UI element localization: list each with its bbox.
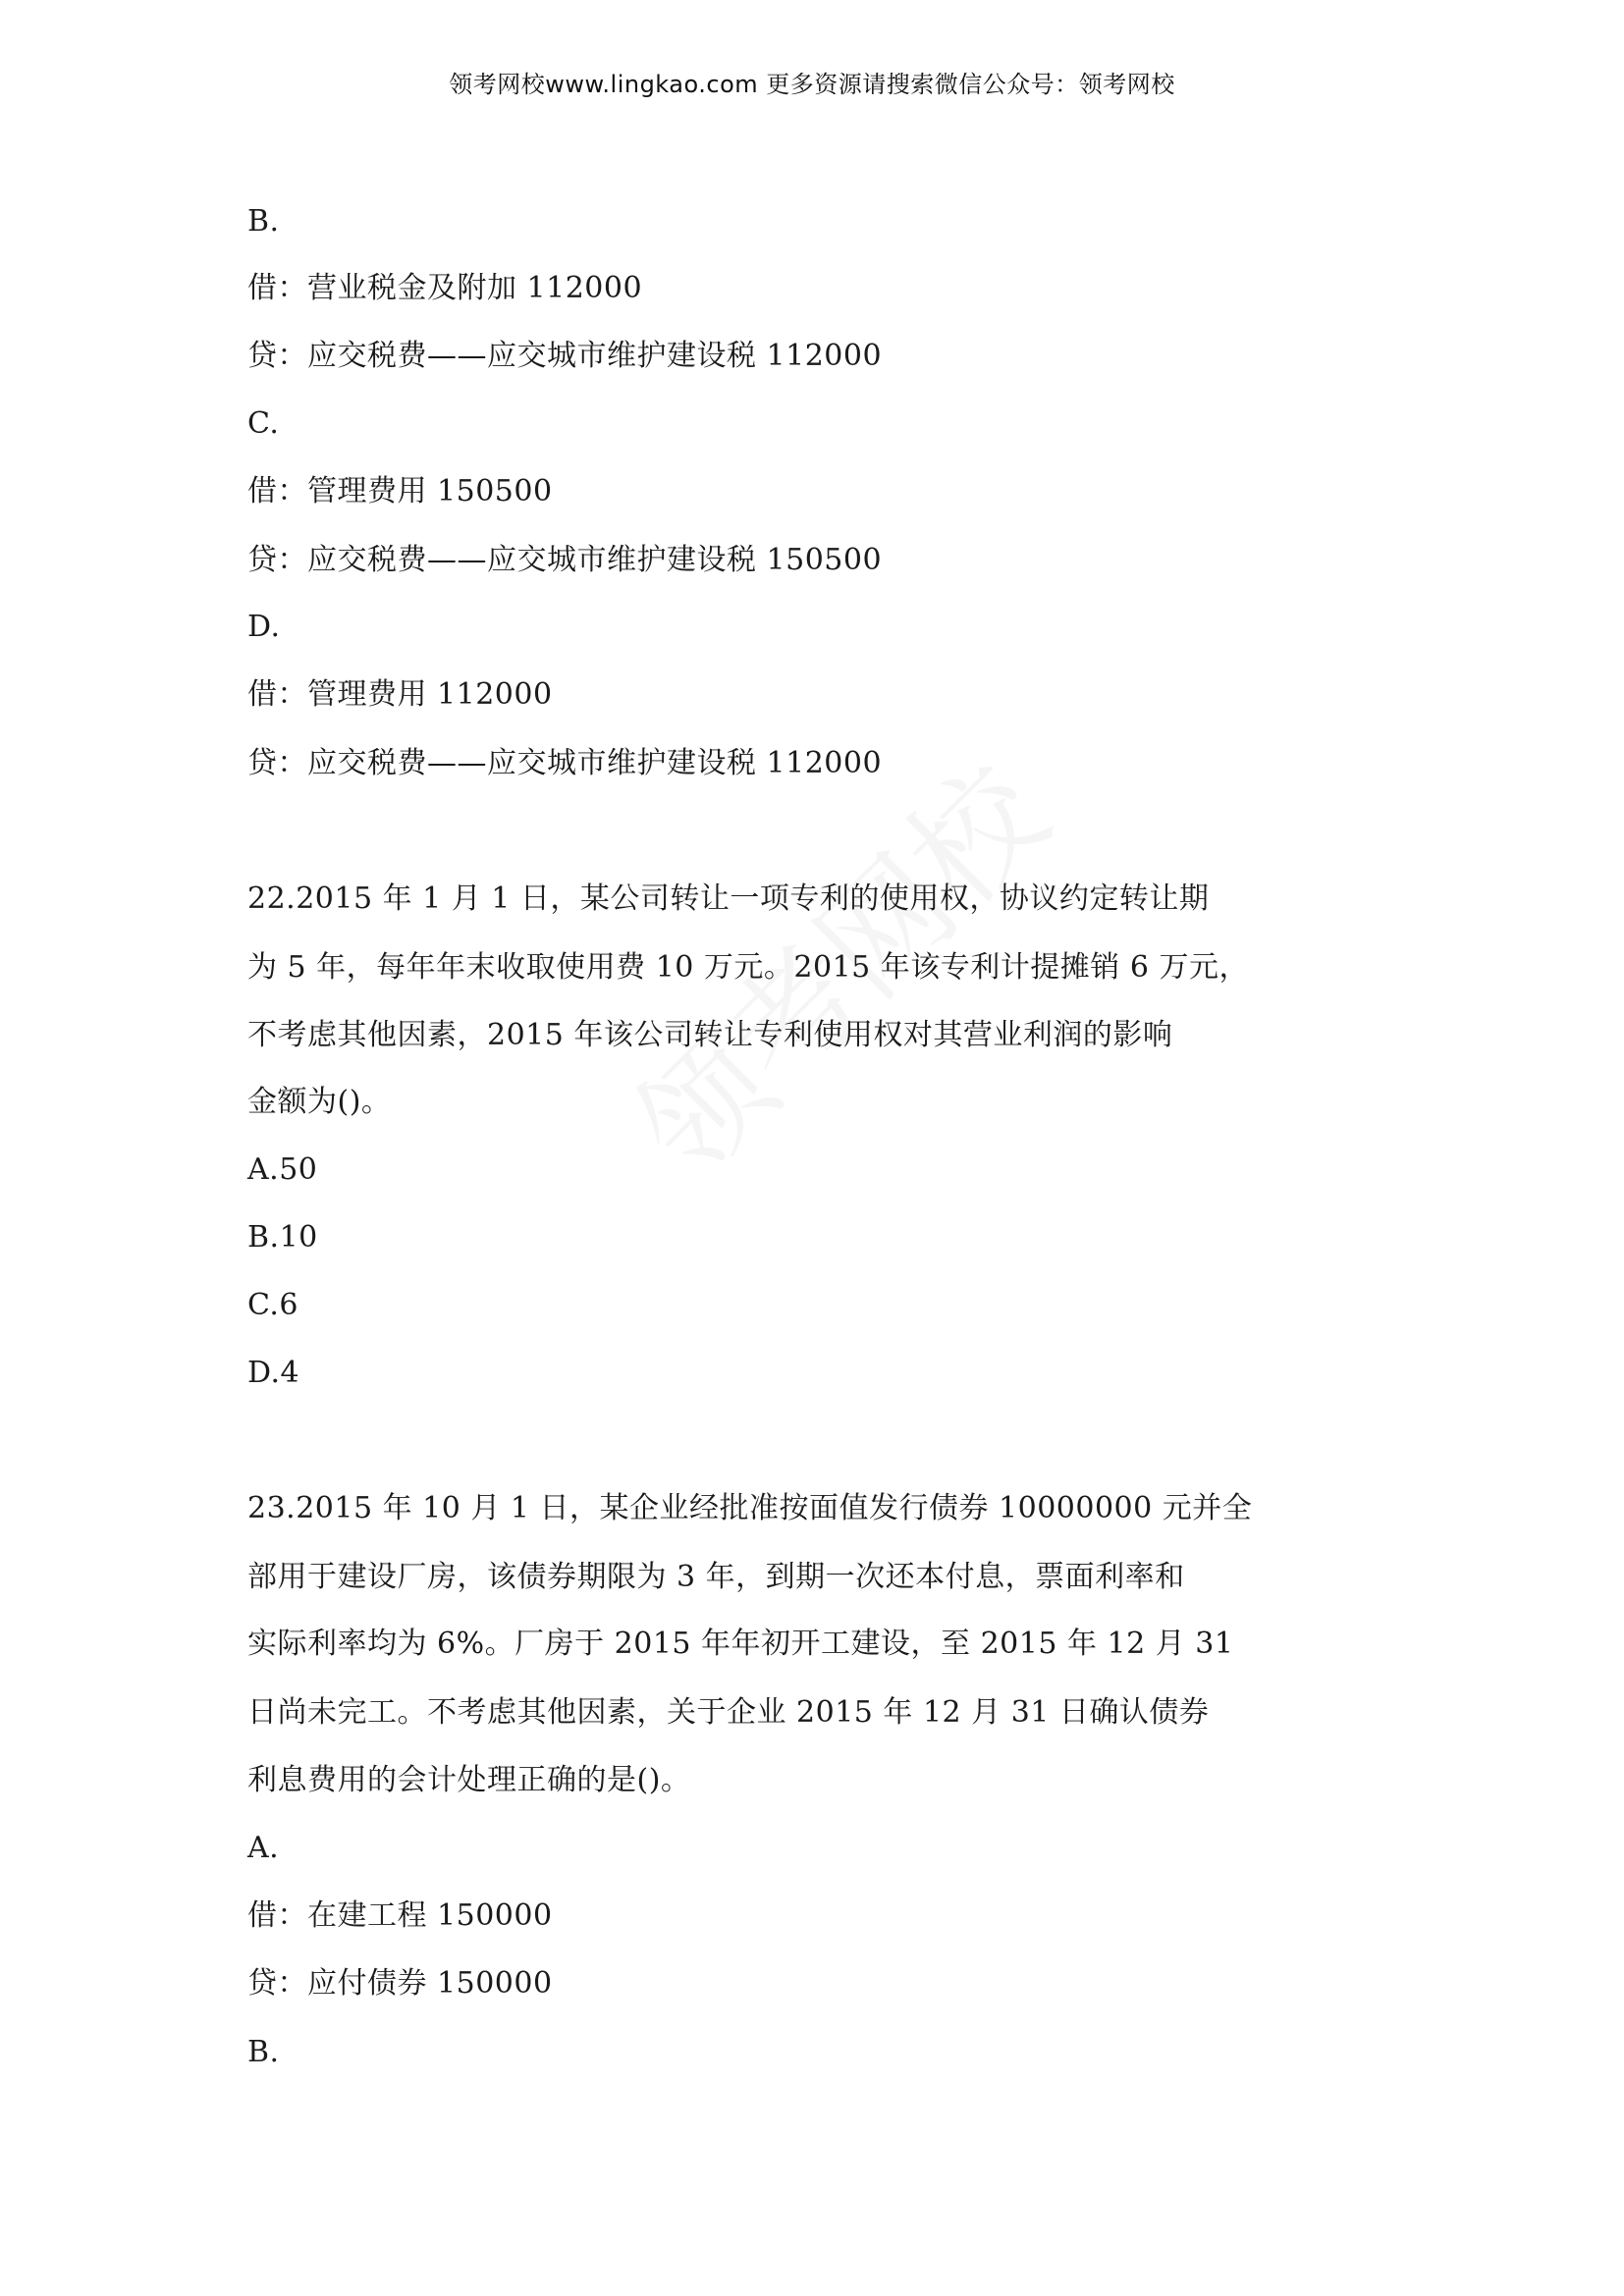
q23-stem-line: 实际利率均为 6%。厂房于 2015 年年初开工建设，至 2015 年 12 月 31	[247, 1627, 1234, 1661]
q22-stem-line: 不考虑其他因素，2015 年该公司转让专利使用权对其营业利润的影响	[247, 1018, 1173, 1052]
q22-stem-line: 为 5 年，每年年末收取使用费 10 万元。2015 年该专利计提摊销 6 万元，	[247, 950, 1249, 985]
page-header: 领考网校www.lingkao.com 更多资源请搜索微信公众号：领考网校	[449, 71, 1175, 98]
q22-stem-line: 金额为()。	[247, 1085, 392, 1119]
q23-stem-line: 日尚未完工。不考虑其他因素，关于企业 2015 年 12 月 31 日确认债券	[247, 1695, 1210, 1730]
option-d-credit: 贷：应交税费——应交城市维护建设税 112000	[247, 746, 883, 780]
q23-option-a-label: A.	[247, 1831, 280, 1865]
q23-stem-line: 部用于建设厂房，该债券期限为 3 年，到期一次还本付息，票面利率和	[247, 1560, 1185, 1594]
q22-option-a: A.50	[247, 1152, 318, 1187]
option-c-credit: 贷：应交税费——应交城市维护建设税 150500	[247, 543, 883, 577]
q23-option-a-debit: 借：在建工程 150000	[247, 1898, 553, 1933]
q23-option-a-credit: 贷：应付债券 150000	[247, 1966, 553, 2001]
q22-stem-line: 22.2015 年 1 月 1 日，某公司转让一项专利的使用权，协议约定转让期	[247, 881, 1210, 916]
q22-option-b: B.10	[247, 1220, 318, 1255]
option-b-credit: 贷：应交税费——应交城市维护建设税 112000	[247, 339, 883, 373]
q22-option-c: C.6	[247, 1288, 299, 1322]
q22-option-d: D.4	[247, 1356, 300, 1390]
option-b-debit: 借：营业税金及附加 112000	[247, 271, 643, 305]
option-c-label: C.	[247, 406, 280, 441]
q23-option-b-label: B.	[247, 2035, 280, 2069]
q23-stem-line: 23.2015 年 10 月 1 日，某企业经批准按面值发行债券 10000000 元并全	[247, 1491, 1253, 1525]
option-c-debit: 借：管理费用 150500	[247, 474, 553, 508]
option-d-label: D.	[247, 610, 281, 644]
option-b-label: B.	[247, 204, 280, 239]
q23-stem-line: 利息费用的会计处理正确的是()。	[247, 1763, 691, 1797]
option-d-debit: 借：管理费用 112000	[247, 677, 553, 712]
